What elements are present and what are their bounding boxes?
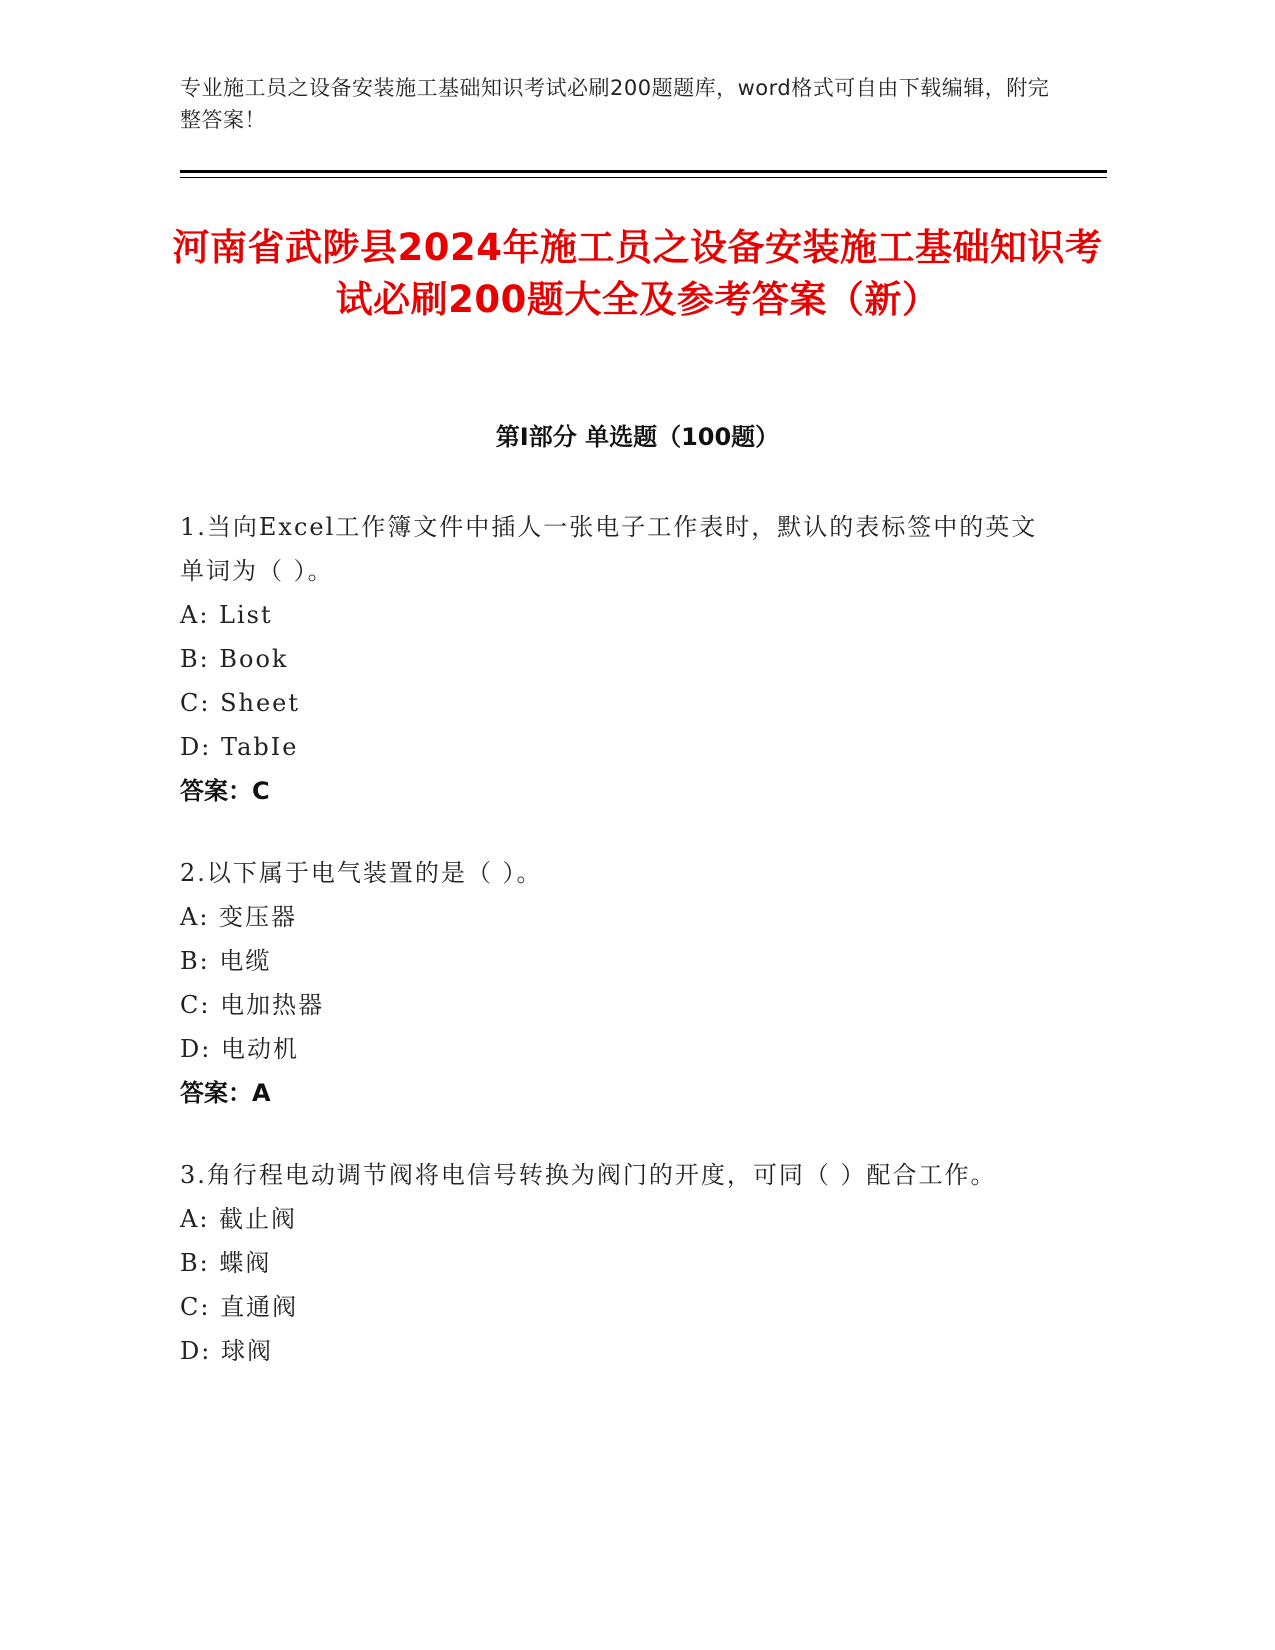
option-c: C: 直通阀 (180, 1293, 299, 1321)
question-text: 1.当向Excel工作簿文件中插人一张电子工作表时，默认的表标签中的英文单词为（ ）。 (180, 513, 1038, 585)
option-a: A: 变压器 (180, 903, 298, 931)
question-text: 3.角行程电动调节阀将电信号转换为阀门的开度，可同（ ）配合工作。 (180, 1161, 997, 1189)
question-text: 2.以下属于电气装置的是（ ）。 (180, 859, 543, 887)
answer-line: 答案：A (180, 1079, 271, 1107)
option-b: B: 蝶阀 (180, 1249, 272, 1277)
option-c: C: 电加热器 (180, 991, 325, 1019)
option-c: C: Sheet (180, 689, 301, 717)
option-a: A: 截止阀 (180, 1205, 298, 1233)
option-b: B: Book (180, 645, 289, 673)
header-divider-thin (180, 177, 1107, 178)
header-divider-thick (180, 170, 1107, 173)
option-d: D: 电动机 (180, 1035, 299, 1063)
option-d: D: TabIe (180, 733, 299, 761)
option-b: B: 电缆 (180, 947, 272, 975)
option-a: A: List (180, 601, 273, 629)
question-item (180, 851, 1060, 1115)
section-heading: 第I部分 单选题（100题） (495, 423, 780, 451)
question-item (180, 1153, 1060, 1373)
question-item (180, 505, 1060, 813)
answer-line: 答案：C (180, 777, 270, 805)
document-title: 河南省武陟县2024年施工员之设备安装施工基础知识考试必刷200题大全及参考答案（新） (172, 226, 1103, 321)
question-list (180, 505, 1060, 1411)
option-d: D: 球阀 (180, 1337, 273, 1365)
header-note: 专业施工员之设备安装施工基础知识考试必刷200题题库，word格式可自由下载编辑，附完整答案！ (180, 76, 1050, 132)
